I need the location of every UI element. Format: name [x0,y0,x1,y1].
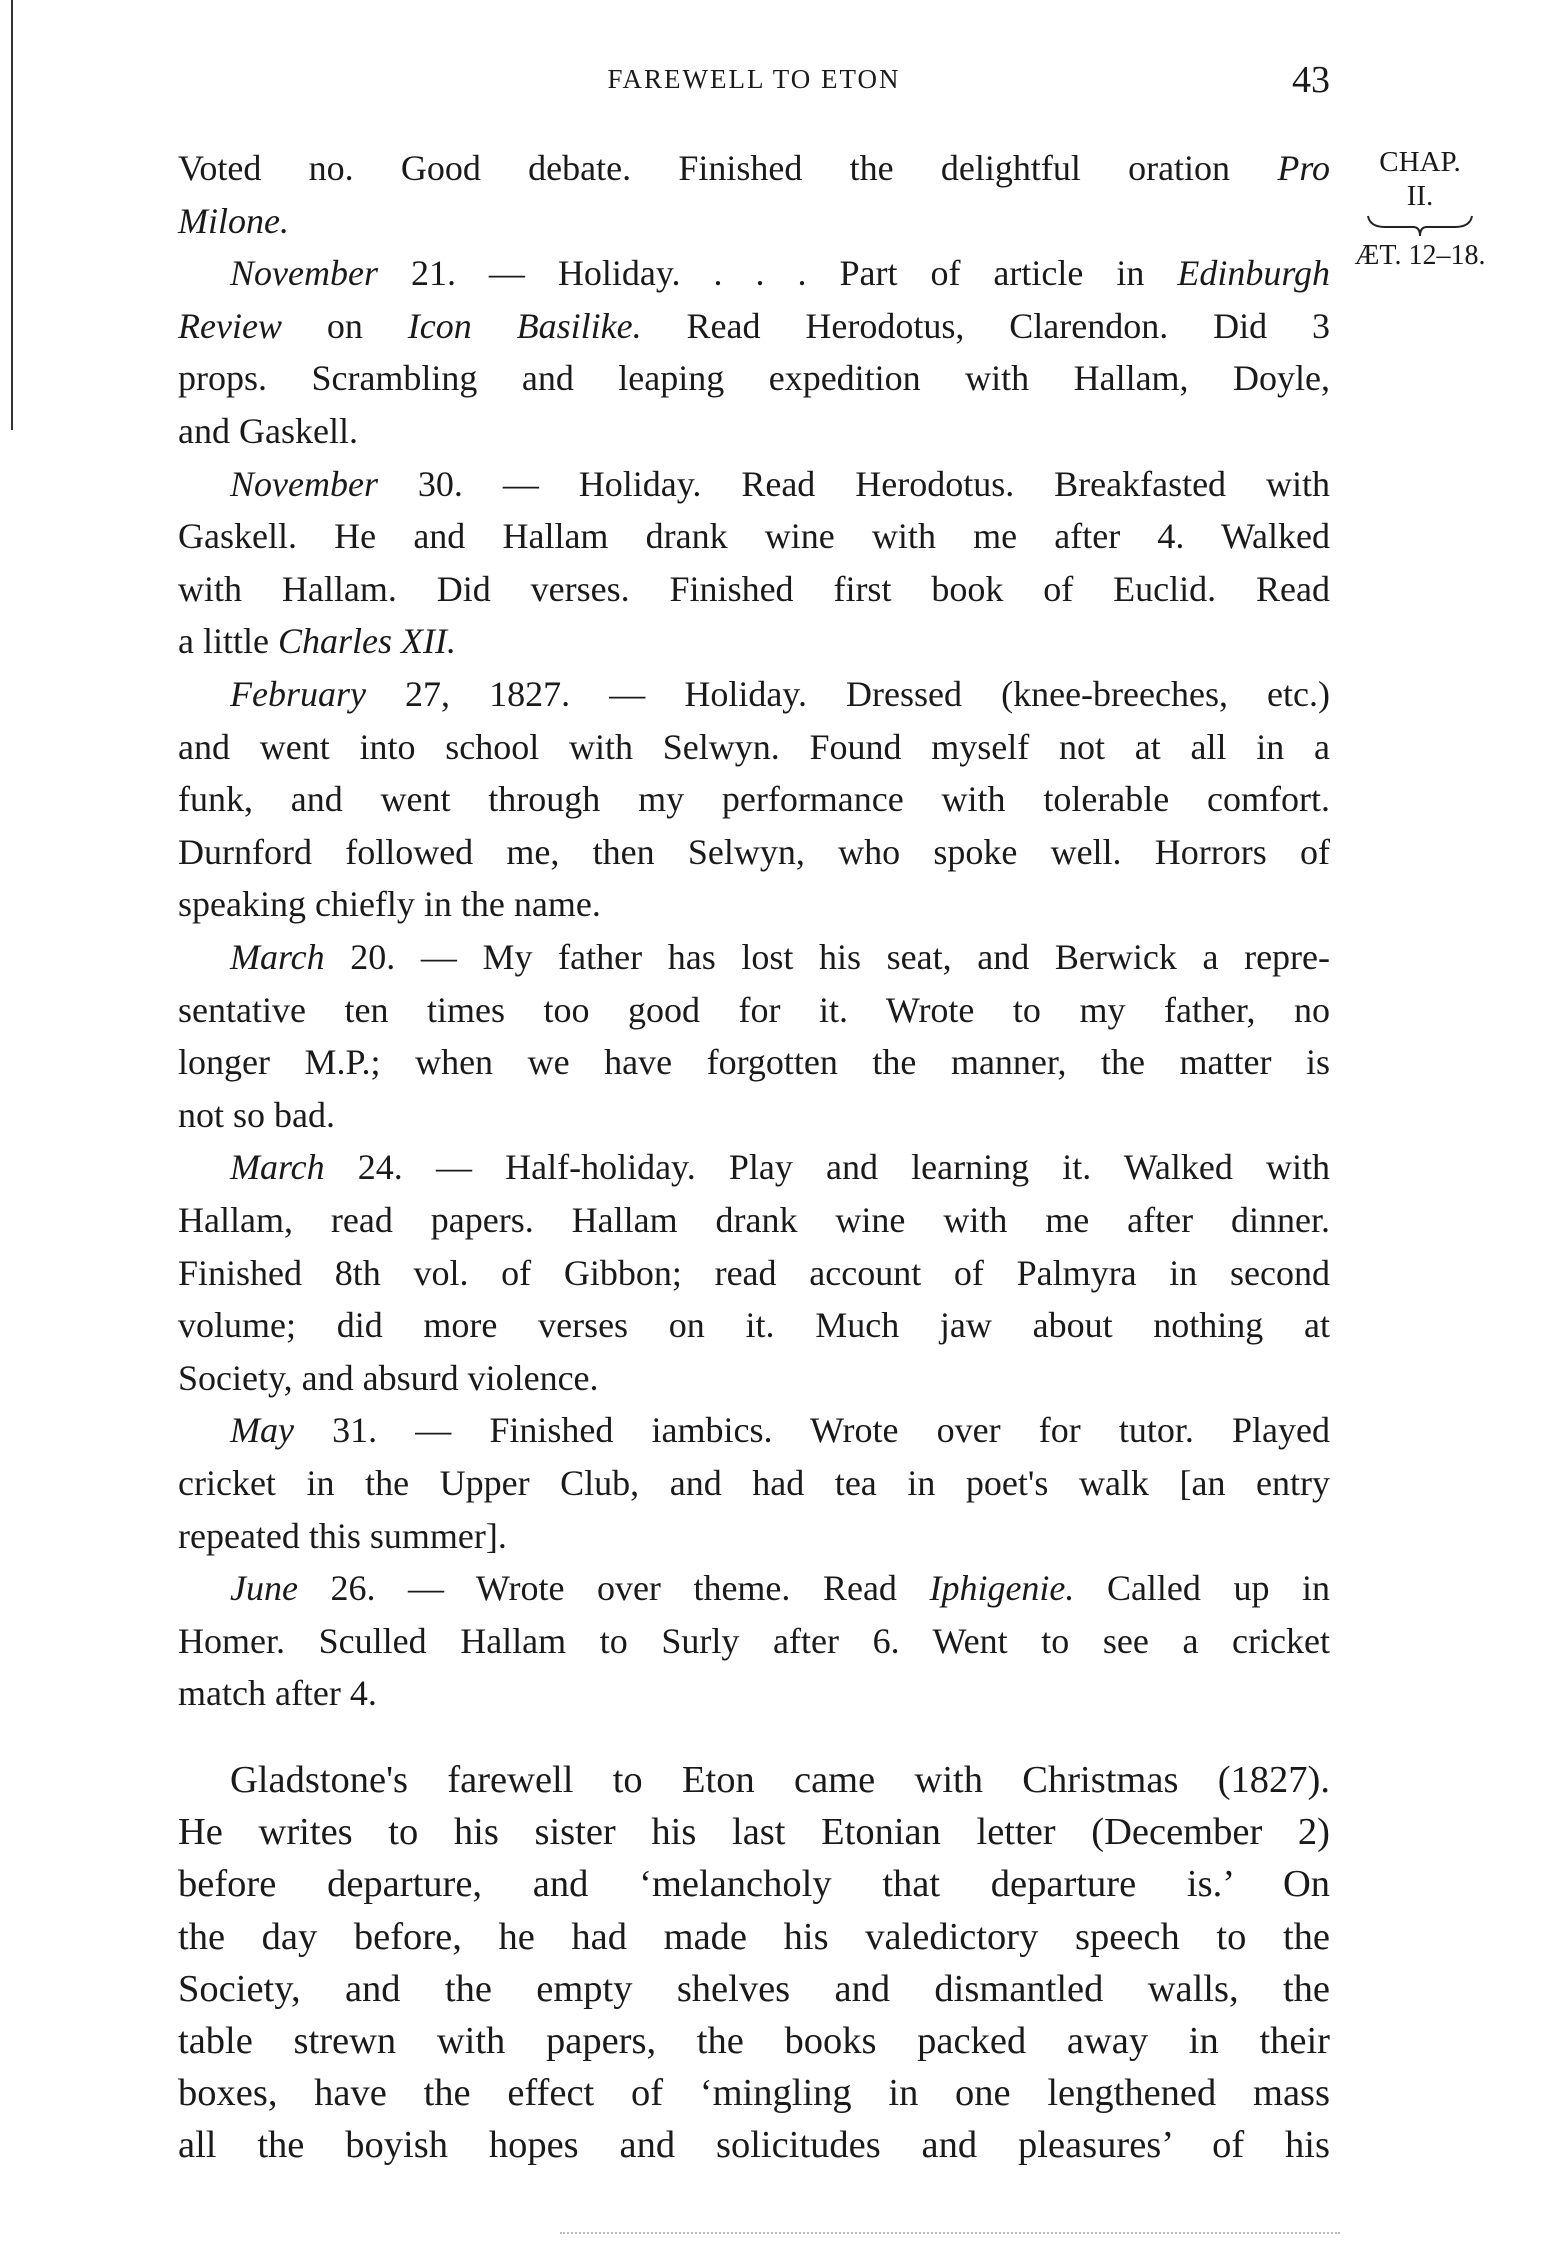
italic-text: March [230,937,325,977]
italic-text: Review [178,305,282,346]
text-segment: with Hallam. Did verses. Finished first book of Euclid. Read [178,568,1330,609]
text-segment: Hallam, read papers. Hallam drank wine with me after dinner. [178,1200,1330,1240]
running-title: FAREWELL TO ETON [607,64,901,94]
italic-text: May [230,1410,294,1451]
text-segment: before departure, and ‘melancholy that departure is.’ On [178,1863,1330,1906]
text-segment: Read Herodotus, Clarendon. Did 3 [641,305,1331,346]
text-line [178,142,1330,194]
italic-text: February [230,674,366,714]
text-line [178,1141,1330,1193]
text-line [178,878,1330,930]
text-segment: all the boyish hopes and solicitudes and pleasures’ of his [178,2124,1330,2167]
text-segment: speaking chiefly in the name. [178,884,601,925]
text-segment: a little [178,621,278,662]
page-header [178,58,1330,102]
scan-noise [560,2232,1340,2237]
chapter-number: II. [1406,180,1434,212]
text-line [178,195,1330,247]
text-segment: 24. — Half-holiday. Play and learning it. Walked with [324,1147,1330,1188]
text-segment: funk, and went through my performance with tolerable comfort. [178,779,1330,820]
text-segment: match after 4. [178,1673,377,1714]
text-segment: boxes, have the effect of ‘mingling in one lengthened mass [178,2072,1330,2115]
text-line [178,1299,1330,1351]
text-line [178,247,1330,299]
text-segment: 27, 1827. — Holiday. Dressed (knee-breeches, etc.) [365,674,1330,714]
age-range: ÆT. 12–18. [1354,240,1486,271]
text-segment: 30. — Holiday. Read Herodotus. Breakfasted with [377,463,1330,504]
text-line [178,1457,1330,1509]
text-segment: Homer. Sculled Hallam to Surly after 6. Went to see a cricket [178,1620,1330,1661]
text-line [178,352,1330,404]
text-segment: table strewn with papers, the books packed away in their [178,2020,1330,2062]
text-segment: the day before, he had made his valedictory speech to the [178,1915,1330,1958]
text-line [178,1667,1330,1719]
text-line [178,984,1330,1036]
text-line [178,1806,1330,1858]
italic-text: March [230,1147,325,1188]
scan-edge-rule [11,0,13,430]
text-line [178,1562,1330,1614]
text-segment: and went into school with Selwyn. Found myself not at all in a [178,726,1330,767]
italic-text: Edinburgh [1177,253,1330,294]
text-line [178,1615,1330,1667]
text-line [178,1036,1330,1088]
text-line [178,721,1330,773]
italic-text: Charles XII. [277,621,456,662]
italic-text: Icon Basilike. [407,305,642,346]
text-line [178,2015,1330,2067]
text-segment: sentative ten times too good for it. Wrote to my father, no [178,989,1330,1030]
italic-text: November [230,463,378,504]
italic-text: June [230,1568,298,1609]
text-segment: volume; did more verses on it. Much jaw about nothing at [178,1305,1330,1346]
chapter-label: CHAP. [1379,146,1461,178]
text-segment: 26. — Wrote over theme. Read [297,1568,930,1609]
text-line [178,563,1330,615]
italic-text: November [230,253,378,294]
text-segment: on [281,305,408,346]
page-number: 43 [1292,59,1330,101]
text-line [178,510,1330,562]
text-line [178,1911,1330,1963]
text-line [178,2067,1330,2119]
text-segment: repeated this summer]. [178,1515,507,1556]
text-segment: Gaskell. He and Hallam drank wine with me after 4. Walked [178,516,1330,557]
italic-text: Milone. [178,200,289,241]
text-segment: Society, and absurd violence. [178,1357,599,1398]
text-line [178,458,1330,510]
text-segment: Voted no. Good debate. Finished the delightful oration [178,148,1278,188]
text-line [178,773,1330,825]
text-segment: Finished 8th vol. of Gibbon; read account of Palmyra in second [178,1252,1330,1293]
text-line [178,1963,1330,2015]
italic-text: Pro [1277,148,1330,188]
text-line [178,1404,1330,1456]
text-line [178,1194,1330,1246]
text-line [178,1247,1330,1299]
text-segment: and Gaskell. [178,411,358,451]
text-segment: Durnford followed me, then Selwyn, who spoke well. Horrors of [178,831,1330,872]
text-segment: 21. — Holiday. . . . Part of article in [377,253,1178,294]
text-line [178,931,1330,983]
text-segment: 20. — My father has lost his seat, and Berwick a repre- [324,937,1330,977]
text-segment: He writes to his sister his last Etonian letter (December 2) [178,1811,1330,1854]
text-line [178,1858,1330,1910]
text-line [178,1754,1330,1806]
text-segment: not so bad. [178,1094,335,1135]
italic-text: Iphigenie. [929,1568,1075,1609]
text-line [178,1510,1330,1562]
text-line [178,668,1330,720]
text-line [178,1089,1330,1141]
text-segment: Society, and the empty shelves and dismantled walls, the [178,1967,1330,2010]
text-segment: props. Scrambling and leaping expedition with Hallam, Doyle, [178,358,1330,399]
brace-icon [1365,213,1475,239]
text-line [178,826,1330,878]
text-line [178,300,1330,352]
text-segment: cricket in the Upper Club, and had tea in poet's walk [an entry [178,1463,1330,1503]
margin-note [1345,145,1495,273]
text-segment: longer M.P.; when we have forgotten the manner, the matter is [178,1042,1330,1083]
text-segment: Called up in [1074,1568,1330,1609]
text-line [178,405,1330,457]
text-line [178,1352,1330,1404]
text-segment: 31. — Finished iambics. Wrote over for tutor. Played [293,1410,1330,1451]
text-line [178,2119,1330,2171]
text-line [178,615,1330,667]
text-segment: Gladstone's farewell to Eton came with Christmas (1827). [230,1759,1330,1801]
